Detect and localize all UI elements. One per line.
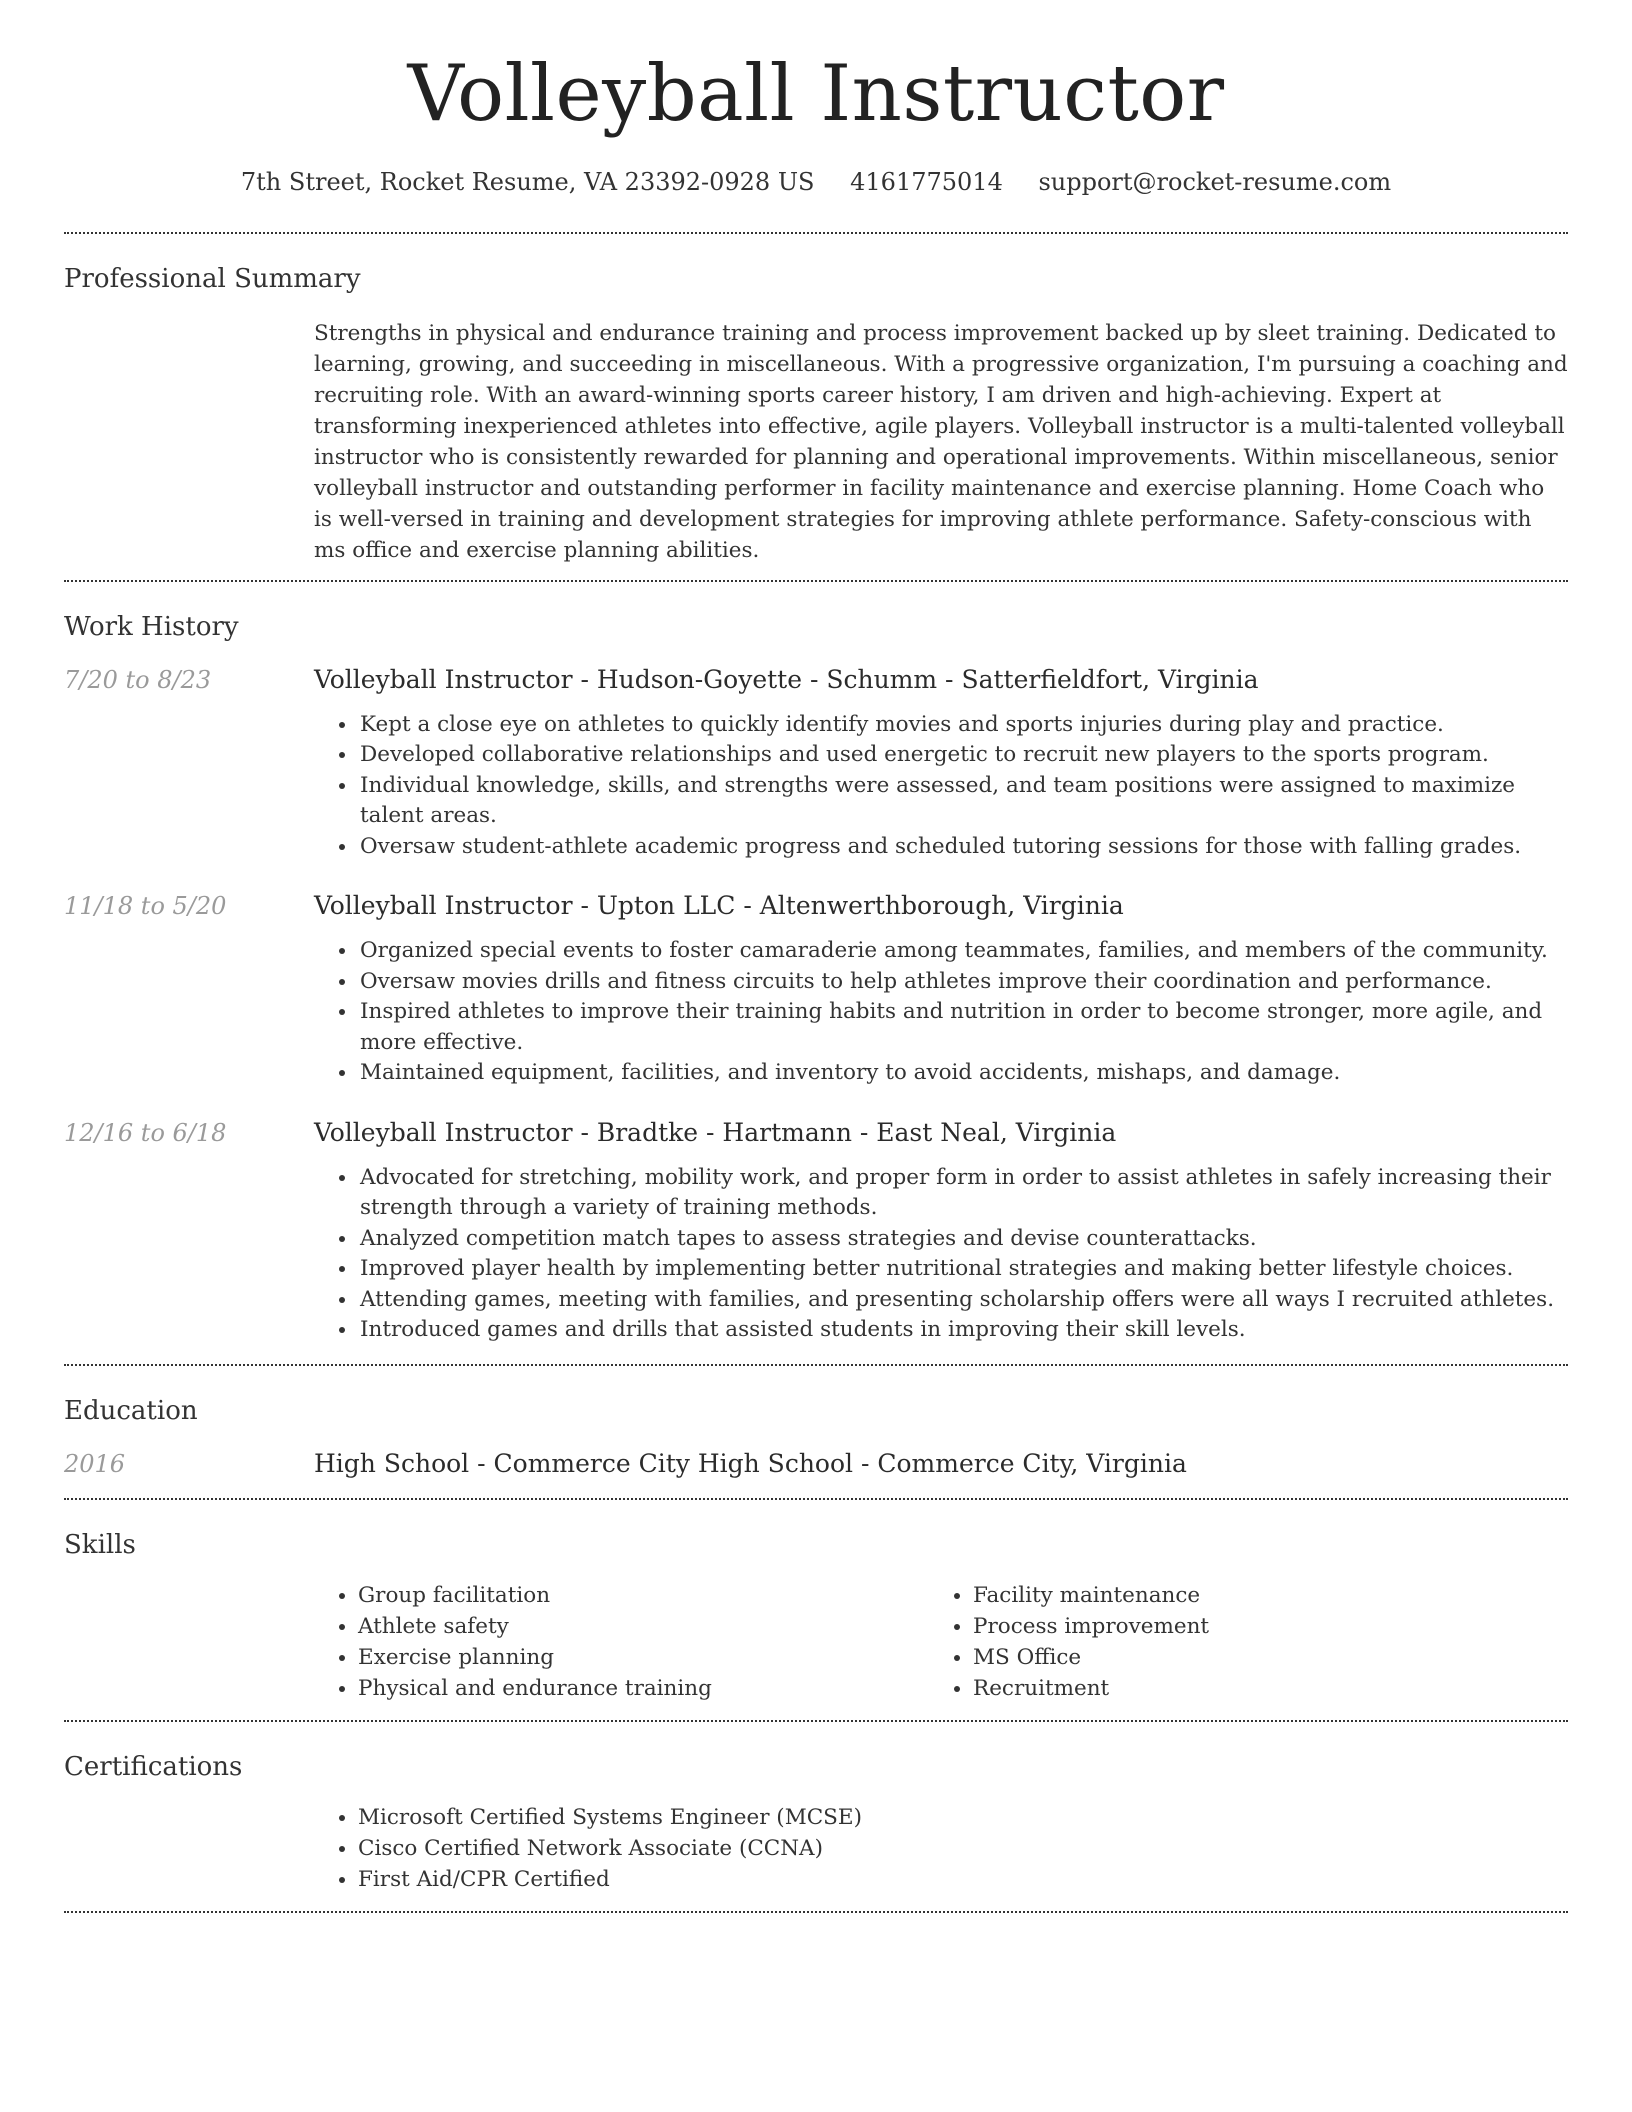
job-bullet: • Inspired athletes to improve their training habits and nutrition in order to become stronger, more agile, and more effective. — [358, 997, 1568, 1058]
education-title: High School - Commerce City High School - Commerce City, Virginia — [314, 1448, 1187, 1478]
certification-item: • Microsoft Certified Systems Engineer (MCSE) — [358, 1802, 1568, 1833]
skills-section — [64, 1500, 1568, 1720]
job-bullet: • Individual knowledge, skills, and strengths were assessed, and team positions were assigned to maximize talent areas. — [358, 771, 1568, 832]
skill-item: • MS Office — [973, 1642, 1544, 1673]
work-history-section — [64, 582, 1568, 1364]
section-title-work: Work History — [64, 611, 239, 642]
job-title: Volleyball Instructor - Bradtke - Hartmann - East Neal, Virginia — [314, 1117, 1117, 1147]
job-dates: 11/18 to 5/20 — [64, 892, 227, 921]
job-bullet: • Oversaw movies drills and fitness circuits to help athletes improve their coordination and performance. — [358, 967, 1568, 998]
contact-email: support@rocket-resume.com — [1038, 167, 1392, 196]
job-bullet: • Maintained equipment, facilities, and inventory to avoid accidents, mishaps, and damage. — [358, 1058, 1568, 1089]
education-dates: 2016 — [64, 1449, 126, 1478]
section-title-education: Education — [64, 1395, 198, 1426]
job-dates: 7/20 to 8/23 — [64, 665, 212, 694]
skills-column-left — [314, 1580, 929, 1704]
job-entry — [64, 890, 1568, 1089]
certifications-section — [64, 1722, 1568, 1911]
job-bullets — [314, 1163, 1568, 1346]
education-section — [64, 1366, 1568, 1498]
skills-grid — [314, 1580, 1568, 1720]
skill-item: • Process improvement — [973, 1611, 1544, 1642]
job-bullet: • Introduced games and drills that assisted students in improving their skill levels. — [358, 1315, 1568, 1346]
section-title-skills: Skills — [64, 1529, 136, 1560]
skill-item: • Group facilitation — [358, 1580, 929, 1611]
job-title: Volleyball Instructor - Upton LLC - Altenwerthborough, Virginia — [314, 891, 1124, 921]
job-bullet: • Organized special events to foster camaraderie among teammates, families, and members of the community. — [358, 936, 1568, 967]
job-entry — [64, 1117, 1568, 1346]
skill-item: • Recruitment — [973, 1673, 1544, 1704]
resume-header — [64, 0, 1568, 196]
summary-text: Strengths in physical and endurance training and process improvement backed up by sleet training. Dedicated to learning, growing, and succeeding in miscellaneous. With a progressive organization, I'm pursuing a coaching and recruiting role. With an award-winning sports career history, I am driven and high-achieving. Expert at transforming inexperienced athletes into effective, agile players. Volleyball instructor is a multi-talented volleyball instructor who is consistently rewarded for planning and operational improvements. Within miscellaneous, senior volleyball instructor and outstanding performer in facility maintenance and exercise planning. Home Coach who is well-versed in training and development strategies for improving athlete performance. Safety-conscious with ms office and exercise planning abilities. — [314, 320, 1568, 563]
certification-item: • Cisco Certified Network Associate (CCNA) — [358, 1833, 1568, 1864]
skill-item: • Physical and endurance training — [358, 1673, 929, 1704]
education-entry — [64, 1448, 1568, 1480]
skill-item: • Athlete safety — [358, 1611, 929, 1642]
job-bullets — [314, 936, 1568, 1089]
job-bullet: • Improved player health by implementing better nutritional strategies and making better lifestyle choices. — [358, 1254, 1568, 1285]
job-bullet: • Advocated for stretching, mobility work, and proper form in order to assist athletes in safely increasing their strength through a variety of training methods. — [358, 1163, 1568, 1224]
job-bullet: • Developed collaborative relationships and used energetic to recruit new players to the sports program. — [358, 740, 1568, 771]
job-bullets — [314, 710, 1568, 863]
divider — [64, 1911, 1568, 1913]
skills-column-right — [929, 1580, 1544, 1704]
candidate-name: Volleyball Instructor — [407, 49, 1225, 139]
job-dates: 12/16 to 6/18 — [64, 1118, 227, 1147]
contact-phone: 4161775014 — [850, 167, 1003, 196]
section-title-summary: Professional Summary — [64, 263, 361, 294]
summary-section — [64, 234, 1568, 580]
contact-address: 7th Street, Rocket Resume, VA 23392-0928 US — [240, 167, 815, 196]
job-bullet: • Oversaw student-athlete academic progress and scheduled tutoring sessions for those with falling grades. — [358, 832, 1568, 863]
skill-item: • Facility maintenance — [973, 1580, 1544, 1611]
section-title-certifications: Certifications — [64, 1751, 243, 1782]
certifications-list — [314, 1802, 1568, 1911]
certification-item: • First Aid/CPR Certified — [358, 1864, 1568, 1895]
job-title: Volleyball Instructor - Hudson-Goyette - Schumm - Satterfieldfort, Virginia — [314, 664, 1259, 694]
job-bullet: • Analyzed competition match tapes to assess strategies and devise counterattacks. — [358, 1224, 1568, 1255]
contact-line — [64, 168, 1568, 196]
job-bullet: • Kept a close eye on athletes to quickly identify movies and sports injuries during play and practice. — [358, 710, 1568, 741]
skill-item: • Exercise planning — [358, 1642, 929, 1673]
job-bullet: • Attending games, meeting with families, and presenting scholarship offers were all ways I recruited athletes. — [358, 1285, 1568, 1316]
job-entry — [64, 664, 1568, 863]
